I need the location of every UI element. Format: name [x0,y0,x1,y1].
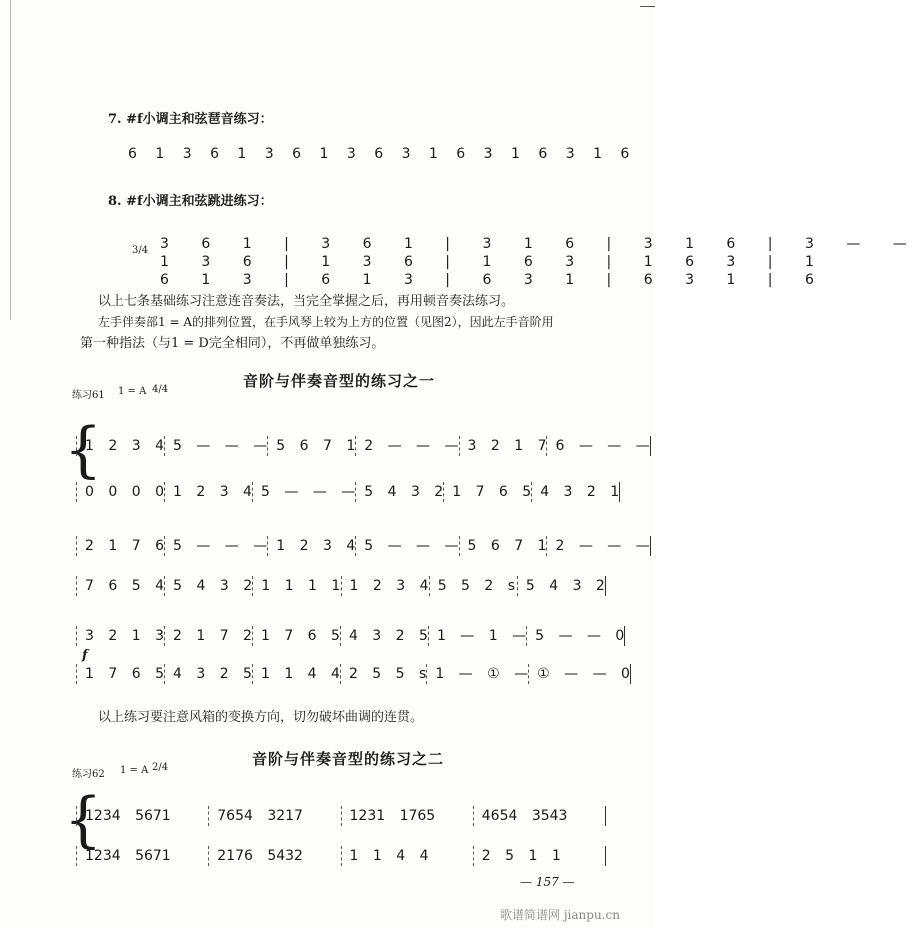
measure: 1 7 6 5 [443,482,531,502]
measure: 4654 3543 [473,806,606,826]
ex7-notes: 6 1 3 6 1 3 6 1 3 6 3 1 6 3 1 6 3 1 6 [128,146,637,162]
ex61-s1-lower [76,482,620,502]
corner-rule [640,0,655,7]
measure: 6 — — — [546,436,650,456]
measure: 5 — — — [252,482,355,502]
ex8-row: 3 6 1 | 3 6 1 | 3 1 6 | 3 1 6 | 3 — — [160,236,914,252]
ex61-s3-lower [76,664,630,684]
ex8-time: 3/4 [132,245,149,256]
measure: 1 7 6 5 [252,626,340,646]
brace: { [64,415,103,485]
measure: 2176 5432 [208,846,340,866]
measure: 2 5 1 1 [473,846,606,866]
ex8-row: 1 3 6 | 1 3 6 | 1 6 3 | 1 6 3 | 1 [160,254,821,270]
measure: 7 6 5 4 [76,576,164,596]
measure: 4 3 2 5 [340,626,428,646]
measure: 4 3 2 1 [531,482,620,502]
measure: 5 — — — [355,536,458,556]
measure: 1 2 3 4 [164,482,252,502]
measure: 5 — — — [164,436,267,456]
measure: 1234 5671 [76,806,208,826]
ex62-lower [76,846,606,866]
measure: 5 6 7 1 [459,536,547,556]
ex62-title: 音阶与伴奏音型的练习之二 [252,750,445,768]
measure: 0 0 0 0 [76,482,164,502]
ex7-heading: 7. #f小调主和弦琶音练习： [108,112,273,127]
measure: 5 5 2 s [429,576,517,596]
ex61-key: 1 = A [118,386,147,397]
measure: 2 5 5 s [340,664,426,684]
measure: 2 1 7 6 [76,536,164,556]
measure: 1 — ① — [426,664,528,684]
ex62-key: 1 = A [120,765,149,776]
binding-line [10,0,11,320]
measure: ① — — 0 [528,664,631,684]
measure: 1 2 3 4 [341,576,429,596]
paragraph: 以上七条基础练习注意连音奏法，当完全掌握之后，再用顿音奏法练习。 [98,294,515,309]
ex61-s2-lower [76,576,606,596]
dynamic-mark: f [82,648,88,663]
measure: 7654 3217 [208,806,340,826]
measure: 1 2 3 4 [267,536,355,556]
measure: 4 3 2 5 [164,664,252,684]
measure: 5 4 3 2 [164,576,252,596]
ex61-title: 音阶与伴奏音型的练习之一 [243,372,436,390]
ex61-s1-upper [76,436,650,456]
measure: 5 4 3 2 [355,482,443,502]
paragraph: 以上练习要注意风箱的变换方向，切勿破坏曲调的连贯。 [98,710,424,725]
measure: 1 1 1 1 [252,576,340,596]
measure: 1 — 1 — [428,626,526,646]
ex8-row: 6 1 3 | 6 1 3 | 6 3 1 | 6 3 1 | 6 [160,272,821,288]
measure: 1 1 4 4 [252,664,340,684]
paragraph: 左手伴奏部1 = A的排列位置，在手风琴上较为上方的位置（见图2），因此左手音阶用 [98,315,554,329]
ex61-label: 练习61 [72,390,105,401]
ex62-upper [76,806,606,826]
ex61-s2-upper [76,536,650,556]
measure: 3 2 1 3 [76,626,164,646]
ex61-time: 4/4 [152,384,169,395]
paragraph: 第一种指法（与1 = D完全相同），不再做单独练习。 [80,336,385,351]
ex62-label: 练习62 [72,769,105,780]
measure: 1 7 6 5 [76,664,164,684]
ex8-heading: 8. #f小调主和弦跳进练习： [108,194,273,209]
watermark: 歌谱简谱网 jianpu.cn [500,908,620,922]
measure: 1234 5671 [76,846,208,866]
measure: 5 4 3 2 [517,576,606,596]
measure: 1231 1765 [341,806,473,826]
page-number: — 157 — [520,875,575,889]
measure: 1 2 3 4 [76,436,164,456]
measure: 5 — — — [164,536,267,556]
measure: 5 — — 0 [526,626,625,646]
ex61-s3-upper [76,626,625,646]
measure: 2 — — — [546,536,650,556]
measure: 1 1 4 4 [341,846,473,866]
measure: 5 6 7 1 [267,436,355,456]
ex62-time: 2/4 [152,762,169,773]
measure: 3 2 1 7 [459,436,547,456]
measure: 2 1 7 2 [164,626,252,646]
brace: { [64,785,103,855]
measure: 2 — — — [355,436,458,456]
